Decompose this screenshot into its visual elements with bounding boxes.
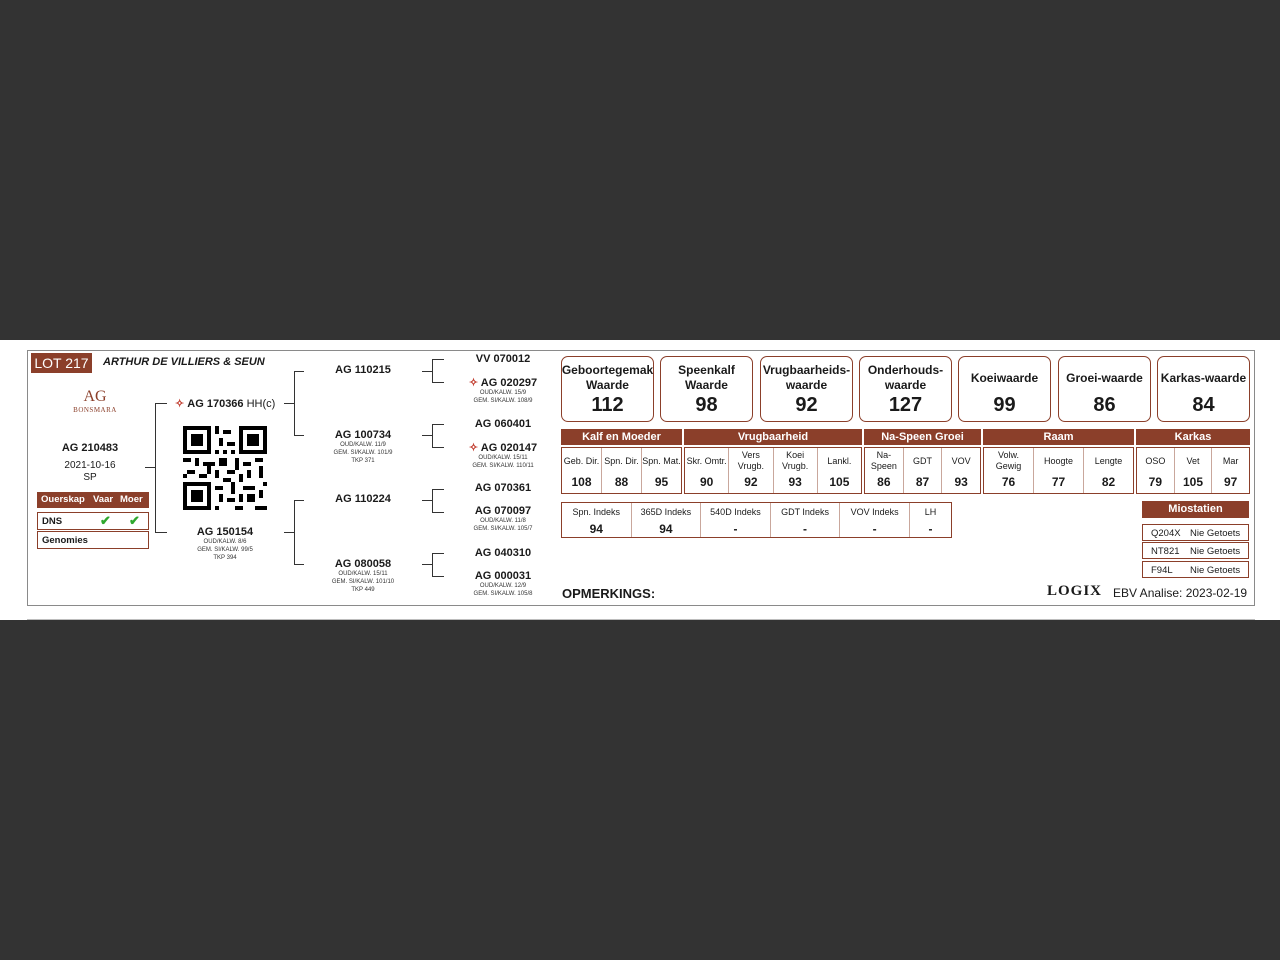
ebv-cell: Skr. Omtr. 90 [685,448,729,493]
ebv-cell: Spn. Mat. 95 [642,455,681,489]
granddam-maternal-line1: OUD/KALW. 15/11 [338,571,388,577]
flag-icon: ✧ [468,442,479,454]
dam-line3: TKP 394 [213,555,237,561]
ebv-analysis-date: EBV Analise: 2023-02-19 [1113,586,1248,600]
granddam-paternal-line3: TKP 371 [351,458,375,464]
sire-suffix: HH(c) [246,398,276,410]
card-value: 98 [695,394,718,416]
dam [172,526,278,562]
grandsire-maternal: AG 110224 [335,493,391,505]
bonsmara-logo [69,388,121,428]
dam-id: AG 150154 [196,526,254,538]
animal-dob: 2021-10-16 [64,460,116,471]
index-cell: GDT Indeks - [771,503,841,537]
ggp-3: AG 060401 [474,418,532,430]
card-geboortegemak [561,356,654,422]
logix-logo: LOGIX [1047,583,1103,599]
grandsire-paternal: AG 110215 [335,364,391,376]
ggp-6-line1: OUD/KALW. 11/8 [480,518,526,524]
ggp-5: AG 070361 [474,482,532,494]
card-label: Karkas-waarde [1160,370,1247,385]
myostatin-row: Q204X Nie Getoets [1142,524,1249,541]
ebv-cell: OSO 79 [1137,448,1175,493]
card-value: 127 [888,394,923,416]
index-cell: Spn. Indeks 94 [562,503,632,537]
ggp-6 [455,505,551,533]
dam-line1: OUD/KALW. 8/6 [203,539,247,545]
card-value: 86 [1093,394,1116,416]
divider [27,619,1255,620]
ebv-cell: Volw. Gewig 76 [984,448,1034,493]
ggp-2-line1: OUD/KALW. 15/9 [479,390,527,396]
card-karkas [1157,356,1250,422]
card-value: 112 [591,394,624,416]
index-cell: 540D Indeks - [701,503,771,537]
granddam-maternal [315,558,411,594]
index-cell: VOV Indeks - [840,503,910,537]
ggp-4 [455,441,551,470]
group-kalf-moeder [561,447,682,494]
ggp-4-line2: GEM. SI/KALW. 110/11 [472,463,534,469]
group-naspeen [864,447,981,494]
group-header-naspeen: Na-Speen Groei [864,429,981,445]
ggp-1: VV 070012 [475,353,531,365]
ebv-cell: Vet 105 [1175,448,1213,493]
ggp-6-id: AG 070097 [474,505,532,517]
ggp-7: AG 040310 [474,547,532,559]
ebv-cell: GDT 87 [904,448,943,493]
animal-id: AG 210483 [61,442,119,454]
group-raam [983,447,1134,494]
flag-icon: ✧ [468,377,479,389]
myostatin-header: Miostatien [1142,501,1249,518]
card-value: 99 [993,394,1016,416]
index-cell: LH - [924,506,937,536]
dns-sire-check-icon: ✔ [100,513,111,528]
dam-line2: GEM. SI/KALW. 99/5 [197,547,253,553]
card-label: Groei-waarde [1066,370,1143,385]
card-groei [1058,356,1151,422]
dam-col: Moer [120,494,143,505]
myostatin-row: F94L Nie Getoets [1142,561,1249,578]
ebv-cell: Mar 97 [1222,455,1239,489]
ggp-8-line1: OUD/KALW. 12/9 [479,583,527,589]
group-vrugbaarheid [684,447,862,494]
card-label: Onderhouds-waarde [867,363,944,392]
ebv-cell: Lengte 82 [1094,455,1123,489]
ggp-4-id: AG 020147 [480,442,538,454]
genomics-row [37,531,149,549]
group-karkas [1136,447,1250,494]
owner-name: ARTHUR DE VILLIERS & SEUN [103,356,265,368]
card-label: Speenkalf Waarde [678,363,735,392]
qr-code [183,426,267,510]
ggp-8-line2: GEM. SI/KALW. 105/8 [473,591,533,597]
sire [175,397,275,410]
granddam-paternal-line2: GEM. SI/KALW. 101/9 [333,450,393,456]
card-vrugbaarheid [760,356,853,422]
index-table [561,502,952,538]
granddam-maternal-id: AG 080058 [334,558,392,570]
ebv-cell: Koei Vrugb. 93 [774,448,818,493]
ebv-cell: Vers Vrugb. 92 [729,448,773,493]
ebv-cell: Lankl. 105 [827,455,852,489]
card-koeiwaarde [958,356,1051,422]
parentage-col: Ouerskap [41,494,85,505]
group-header-vrugbaarheid: Vrugbaarheid [684,429,862,445]
remarks-label: OPMERKINGS: [562,586,656,601]
card-value: 92 [795,394,818,416]
animal-code: SP [83,472,97,483]
sire-id: AG 170366 [187,398,244,410]
flag-icon: ✧ [175,398,185,410]
ggp-2 [455,376,551,405]
logo-breed: BONSMARA [73,406,117,414]
granddam-maternal-line3: TKP 449 [351,587,375,593]
group-header-karkas: Karkas [1136,429,1250,445]
ggp-8 [455,570,551,598]
card-speenkalf [660,356,753,422]
dns-dam-check-icon: ✔ [129,513,140,528]
ggp-8-id: AG 000031 [474,570,532,582]
ggp-2-id: AG 020297 [480,377,538,389]
parentage-header [37,492,149,508]
lot-badge: LOT 217 [31,353,92,373]
logo-mark: AG [83,388,107,405]
granddam-paternal [315,429,411,465]
ggp-2-line2: GEM. SI/KALW. 108/9 [473,398,533,404]
ggp-6-line2: GEM. SI/KALW. 105/7 [473,526,533,532]
myostatin-row: NT821 Nie Getoets [1142,542,1249,559]
granddam-paternal-line1: OUD/KALW. 11/9 [340,442,386,448]
group-header-raam: Raam [983,429,1134,445]
granddam-maternal-line2: GEM. SI/KALW. 101/10 [331,579,395,585]
card-label: Vrugbaarheids-waarde [762,363,851,392]
index-cell: 365D Indeks 94 [632,503,702,537]
ebv-cell: Hoogte 77 [1034,448,1084,493]
genomics-label: Genomies [42,535,88,546]
ebv-cell: Geb. Dir. 108 [562,448,602,493]
card-label: Geboortegemak Waarde [561,363,654,392]
dns-label: DNS [42,516,63,527]
ebv-cell: VOV 93 [951,455,971,489]
ebv-cell: Na-Speen 86 [865,448,904,493]
group-header-kalf-moeder: Kalf en Moeder [561,429,682,445]
ggp-4-line1: OUD/KALW. 15/11 [478,455,528,461]
sire-col: Vaar [93,494,114,505]
card-value: 84 [1192,394,1215,416]
granddam-paternal-id: AG 100734 [334,429,392,441]
dns-row [37,512,149,530]
card-label: Koeiwaarde [970,370,1039,385]
ebv-cell: Spn. Dir. 88 [602,448,642,493]
card-onderhoud [859,356,952,422]
